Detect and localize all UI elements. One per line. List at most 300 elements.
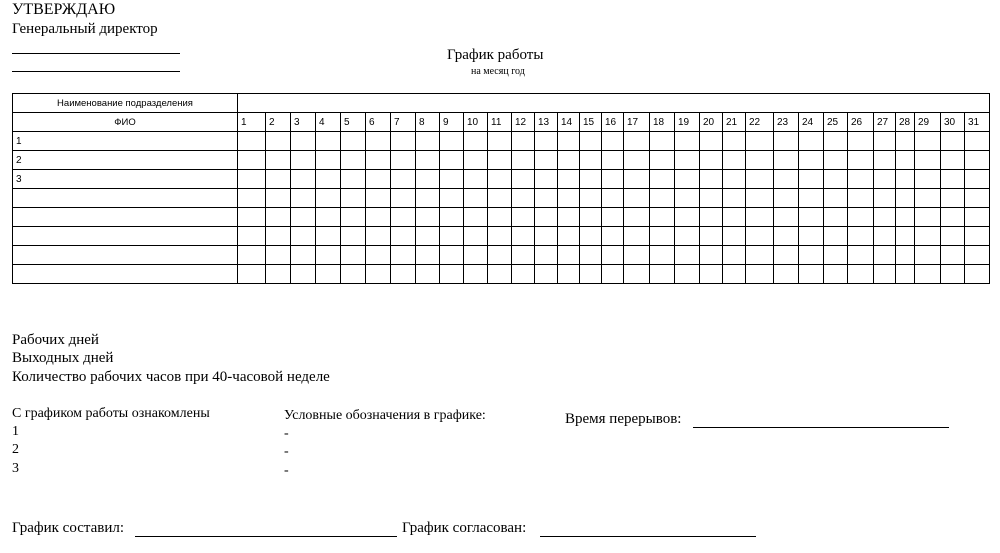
- schedule-cell: [700, 265, 723, 284]
- schedule-cell: [341, 227, 366, 246]
- schedule-cell: [824, 132, 848, 151]
- schedule-cell: [488, 151, 512, 170]
- legend-item: -: [284, 463, 289, 478]
- schedule-cell: [848, 246, 874, 265]
- schedule-cell: [291, 208, 316, 227]
- schedule-cell: [238, 151, 266, 170]
- schedule-cell: [366, 265, 391, 284]
- day-header: 19: [675, 113, 700, 132]
- day-header: 20: [700, 113, 723, 132]
- schedule-cell: [915, 132, 941, 151]
- table-row: [13, 246, 990, 265]
- schedule-cell: [238, 132, 266, 151]
- acknowledged-item: 2: [12, 442, 19, 457]
- schedule-cell: [824, 189, 848, 208]
- schedule-cell: [723, 208, 746, 227]
- working-days-label: Рабочих дней: [12, 332, 99, 348]
- table-row: [13, 265, 990, 284]
- schedule-cell: [941, 246, 965, 265]
- schedule-cell: [624, 132, 650, 151]
- employee-name-cell: [13, 189, 238, 208]
- schedule-cell: [391, 227, 416, 246]
- schedule-cell: [238, 189, 266, 208]
- schedule-cell: [650, 132, 675, 151]
- schedule-cell: [341, 151, 366, 170]
- day-header: 23: [774, 113, 799, 132]
- day-header: 14: [558, 113, 580, 132]
- schedule-cell: [464, 246, 488, 265]
- schedule-cell: [848, 189, 874, 208]
- schedule-cell: [896, 189, 915, 208]
- schedule-cell: [965, 170, 990, 189]
- schedule-cell: [238, 208, 266, 227]
- schedule-cell: [650, 246, 675, 265]
- day-header: 25: [824, 113, 848, 132]
- schedule-cell: [799, 189, 824, 208]
- agreed-label: График согласован:: [402, 520, 527, 536]
- breaks-label: Время перерывов:: [565, 411, 682, 427]
- schedule-cell: [799, 227, 824, 246]
- schedule-cell: [440, 246, 464, 265]
- schedule-cell: [580, 189, 602, 208]
- compiled-label: График составил:: [12, 520, 125, 536]
- agreed-line: [540, 536, 756, 537]
- schedule-cell: [602, 208, 624, 227]
- schedule-cell: [896, 246, 915, 265]
- schedule-cell: [440, 151, 464, 170]
- schedule-cell: [440, 132, 464, 151]
- day-header: 21: [723, 113, 746, 132]
- legend-item: -: [284, 444, 289, 459]
- schedule-cell: [675, 208, 700, 227]
- schedule-cell: [799, 151, 824, 170]
- schedule-cell: [512, 265, 535, 284]
- schedule-cell: [915, 189, 941, 208]
- acknowledged-item: 1: [12, 424, 19, 439]
- day-header: 24: [799, 113, 824, 132]
- schedule-cell: [896, 227, 915, 246]
- table-row: [13, 170, 990, 189]
- table-row: [13, 227, 990, 246]
- schedule-cell: [700, 132, 723, 151]
- schedule-cell: [624, 189, 650, 208]
- schedule-cell: [723, 246, 746, 265]
- schedule-cell: [391, 189, 416, 208]
- schedule-cell: [266, 227, 291, 246]
- schedule-cell: [238, 227, 266, 246]
- day-header: 28: [896, 113, 915, 132]
- schedule-cell: [440, 265, 464, 284]
- schedule-cell: [266, 189, 291, 208]
- schedule-cell: [366, 227, 391, 246]
- schedule-cell: [416, 227, 440, 246]
- schedule-cell: [824, 246, 848, 265]
- schedule-cell: [440, 189, 464, 208]
- schedule-cell: [624, 170, 650, 189]
- schedule-cell: [650, 208, 675, 227]
- schedule-cell: [675, 265, 700, 284]
- schedule-cell: [316, 208, 341, 227]
- day-header: 6: [366, 113, 391, 132]
- day-header: 10: [464, 113, 488, 132]
- schedule-cell: [266, 151, 291, 170]
- schedule-cell: [488, 189, 512, 208]
- schedule-cell: [316, 265, 341, 284]
- schedule-cell: [602, 132, 624, 151]
- schedule-cell: [316, 132, 341, 151]
- department-header: Наименование подразделения: [13, 94, 238, 113]
- day-header: 17: [624, 113, 650, 132]
- schedule-cell: [366, 170, 391, 189]
- schedule-cell: [675, 246, 700, 265]
- day-header: 11: [488, 113, 512, 132]
- schedule-cell: [774, 208, 799, 227]
- schedule-cell: [723, 189, 746, 208]
- acknowledged-label: С графиком работы ознакомлены: [12, 406, 210, 421]
- schedule-cell: [416, 151, 440, 170]
- schedule-cell: [774, 151, 799, 170]
- schedule-cell: [440, 170, 464, 189]
- day-header: 13: [535, 113, 558, 132]
- schedule-cell: [391, 132, 416, 151]
- schedule-cell: [624, 227, 650, 246]
- schedule-cell: [512, 227, 535, 246]
- schedule-cell: [464, 189, 488, 208]
- schedule-cell: [746, 170, 774, 189]
- schedule-cell: [238, 170, 266, 189]
- schedule-cell: [535, 132, 558, 151]
- schedule-cell: [700, 170, 723, 189]
- schedule-cell: [316, 170, 341, 189]
- schedule-cell: [650, 265, 675, 284]
- schedule-cell: [558, 265, 580, 284]
- schedule-cell: [874, 170, 896, 189]
- schedule-cell: [799, 265, 824, 284]
- day-header: 5: [341, 113, 366, 132]
- schedule-cell: [464, 151, 488, 170]
- schedule-cell: [535, 265, 558, 284]
- schedule-cell: [316, 227, 341, 246]
- schedule-cell: [464, 208, 488, 227]
- position-label: Генеральный директор: [12, 21, 158, 37]
- schedule-cell: [602, 170, 624, 189]
- schedule-cell: [675, 227, 700, 246]
- schedule-cell: [774, 189, 799, 208]
- schedule-cell: [824, 151, 848, 170]
- day-header: 8: [416, 113, 440, 132]
- schedule-cell: [602, 189, 624, 208]
- schedule-cell: [700, 246, 723, 265]
- schedule-cell: [848, 227, 874, 246]
- schedule-cell: [915, 246, 941, 265]
- schedule-cell: [341, 132, 366, 151]
- schedule-cell: [291, 132, 316, 151]
- schedule-cell: [848, 132, 874, 151]
- schedule-cell: [488, 227, 512, 246]
- schedule-cell: [675, 151, 700, 170]
- schedule-cell: [941, 132, 965, 151]
- schedule-cell: [746, 132, 774, 151]
- schedule-cell: [874, 189, 896, 208]
- schedule-cell: [746, 265, 774, 284]
- employee-name-cell: 1: [13, 132, 238, 151]
- day-header: 3: [291, 113, 316, 132]
- schedule-cell: [624, 246, 650, 265]
- days-off-label: Выходных дней: [12, 350, 114, 366]
- schedule-cell: [535, 170, 558, 189]
- signature-line: [12, 53, 180, 54]
- schedule-cell: [580, 151, 602, 170]
- schedule-cell: [341, 265, 366, 284]
- schedule-cell: [941, 151, 965, 170]
- schedule-cell: [896, 208, 915, 227]
- schedule-cell: [266, 246, 291, 265]
- schedule-cell: [512, 151, 535, 170]
- schedule-cell: [723, 151, 746, 170]
- name-line: [12, 71, 180, 72]
- schedule-cell: [391, 265, 416, 284]
- schedule-cell: [440, 227, 464, 246]
- schedule-cell: [580, 170, 602, 189]
- compiled-line: [135, 536, 397, 537]
- schedule-cell: [488, 132, 512, 151]
- schedule-cell: [915, 265, 941, 284]
- schedule-cell: [965, 208, 990, 227]
- schedule-cell: [488, 265, 512, 284]
- schedule-cell: [746, 208, 774, 227]
- schedule-cell: [965, 132, 990, 151]
- schedule-cell: [874, 227, 896, 246]
- schedule-cell: [488, 246, 512, 265]
- schedule-cell: [316, 189, 341, 208]
- schedule-cell: [416, 208, 440, 227]
- schedule-cell: [896, 265, 915, 284]
- employee-name-cell: 2: [13, 151, 238, 170]
- schedule-cell: [535, 151, 558, 170]
- schedule-cell: [965, 265, 990, 284]
- schedule-cell: [602, 227, 624, 246]
- schedule-cell: [266, 170, 291, 189]
- schedule-cell: [558, 132, 580, 151]
- schedule-cell: [535, 227, 558, 246]
- schedule-cell: [558, 246, 580, 265]
- schedule-cell: [824, 227, 848, 246]
- schedule-cell: [896, 151, 915, 170]
- schedule-cell: [488, 208, 512, 227]
- approve-label: УТВЕРЖДАЮ: [12, 1, 116, 18]
- schedule-cell: [700, 227, 723, 246]
- schedule-cell: [874, 265, 896, 284]
- schedule-cell: [341, 208, 366, 227]
- schedule-cell: [416, 132, 440, 151]
- schedule-cell: [675, 170, 700, 189]
- schedule-cell: [941, 265, 965, 284]
- schedule-cell: [391, 208, 416, 227]
- schedule-cell: [464, 265, 488, 284]
- schedule-cell: [391, 170, 416, 189]
- schedule-cell: [366, 151, 391, 170]
- schedule-cell: [965, 189, 990, 208]
- schedule-cell: [824, 265, 848, 284]
- schedule-cell: [650, 151, 675, 170]
- schedule-cell: [391, 151, 416, 170]
- schedule-cell: [238, 246, 266, 265]
- schedule-cell: [723, 132, 746, 151]
- schedule-cell: [650, 170, 675, 189]
- schedule-cell: [558, 208, 580, 227]
- schedule-cell: [341, 189, 366, 208]
- schedule-cell: [535, 208, 558, 227]
- schedule-cell: [941, 170, 965, 189]
- schedule-cell: [848, 265, 874, 284]
- employee-name-cell: [13, 227, 238, 246]
- schedule-cell: [580, 265, 602, 284]
- day-header: 18: [650, 113, 675, 132]
- schedule-cell: [896, 132, 915, 151]
- schedule-cell: [535, 189, 558, 208]
- days-header-row: [13, 113, 990, 132]
- schedule-cell: [366, 189, 391, 208]
- schedule-cell: [464, 170, 488, 189]
- schedule-cell: [580, 132, 602, 151]
- schedule-cell: [440, 208, 464, 227]
- schedule-cell: [965, 246, 990, 265]
- schedule-cell: [874, 132, 896, 151]
- schedule-cell: [774, 170, 799, 189]
- day-header: 12: [512, 113, 535, 132]
- schedule-cell: [746, 246, 774, 265]
- schedule-cell: [848, 208, 874, 227]
- schedule-cell: [366, 208, 391, 227]
- schedule-cell: [675, 132, 700, 151]
- acknowledged-item: 3: [12, 461, 19, 476]
- schedule-cell: [602, 151, 624, 170]
- schedule-cell: [558, 189, 580, 208]
- schedule-cell: [266, 132, 291, 151]
- breaks-line: [693, 427, 949, 428]
- schedule-cell: [366, 246, 391, 265]
- schedule-cell: [512, 208, 535, 227]
- schedule-cell: [774, 265, 799, 284]
- schedule-cell: [746, 151, 774, 170]
- schedule-cell: [580, 246, 602, 265]
- schedule-cell: [341, 246, 366, 265]
- page-subtitle: на месяц год: [471, 66, 525, 77]
- schedule-cell: [874, 208, 896, 227]
- schedule-cell: [291, 246, 316, 265]
- schedule-cell: [266, 208, 291, 227]
- department-row: [13, 94, 990, 113]
- schedule-cell: [746, 227, 774, 246]
- schedule-cell: [824, 208, 848, 227]
- day-header: 29: [915, 113, 941, 132]
- schedule-cell: [700, 189, 723, 208]
- schedule-cell: [291, 227, 316, 246]
- schedule-cell: [316, 246, 341, 265]
- schedule-cell: [896, 170, 915, 189]
- schedule-cell: [965, 151, 990, 170]
- schedule-cell: [650, 189, 675, 208]
- schedule-cell: [512, 132, 535, 151]
- day-header: 31: [965, 113, 990, 132]
- schedule-cell: [774, 132, 799, 151]
- schedule-cell: [238, 265, 266, 284]
- day-header: 30: [941, 113, 965, 132]
- schedule-cell: [723, 227, 746, 246]
- schedule-table: [12, 93, 990, 284]
- schedule-cell: [723, 170, 746, 189]
- schedule-cell: [941, 189, 965, 208]
- schedule-cell: [416, 170, 440, 189]
- schedule-cell: [700, 151, 723, 170]
- day-header: 16: [602, 113, 624, 132]
- schedule-cell: [580, 208, 602, 227]
- day-header: 9: [440, 113, 464, 132]
- schedule-cell: [580, 227, 602, 246]
- schedule-cell: [799, 246, 824, 265]
- schedule-cell: [558, 170, 580, 189]
- schedule-cell: [391, 246, 416, 265]
- schedule-cell: [723, 265, 746, 284]
- fio-header: ФИО: [13, 113, 238, 132]
- table-row: [13, 151, 990, 170]
- day-header: 15: [580, 113, 602, 132]
- day-header: 4: [316, 113, 341, 132]
- schedule-cell: [512, 170, 535, 189]
- schedule-cell: [675, 189, 700, 208]
- schedule-cell: [341, 170, 366, 189]
- schedule-cell: [416, 265, 440, 284]
- table-row: [13, 208, 990, 227]
- schedule-cell: [558, 151, 580, 170]
- schedule-cell: [558, 227, 580, 246]
- schedule-cell: [848, 151, 874, 170]
- schedule-cell: [700, 208, 723, 227]
- schedule-cell: [291, 189, 316, 208]
- schedule-cell: [266, 265, 291, 284]
- schedule-cell: [941, 227, 965, 246]
- day-header: 26: [848, 113, 874, 132]
- day-header: 2: [266, 113, 291, 132]
- schedule-cell: [941, 208, 965, 227]
- schedule-cell: [848, 170, 874, 189]
- schedule-cell: [799, 170, 824, 189]
- schedule-cell: [464, 227, 488, 246]
- schedule-cell: [291, 151, 316, 170]
- legend-label: Условные обозначения в графике:: [284, 408, 486, 423]
- hours-label: Количество рабочих часов при 40-часовой неделе: [12, 369, 330, 385]
- employee-name-cell: [13, 208, 238, 227]
- schedule-cell: [535, 246, 558, 265]
- legend-item: -: [284, 426, 289, 441]
- schedule-cell: [799, 132, 824, 151]
- schedule-cell: [799, 208, 824, 227]
- schedule-cell: [915, 170, 941, 189]
- schedule-cell: [774, 246, 799, 265]
- schedule-cell: [874, 151, 896, 170]
- schedule-cell: [464, 132, 488, 151]
- department-value-cell: [238, 94, 990, 113]
- schedule-cell: [416, 246, 440, 265]
- schedule-cell: [602, 265, 624, 284]
- schedule-cell: [602, 246, 624, 265]
- schedule-cell: [915, 227, 941, 246]
- schedule-cell: [915, 151, 941, 170]
- schedule-cell: [824, 170, 848, 189]
- schedule-cell: [624, 208, 650, 227]
- schedule-cell: [915, 208, 941, 227]
- schedule-cell: [416, 189, 440, 208]
